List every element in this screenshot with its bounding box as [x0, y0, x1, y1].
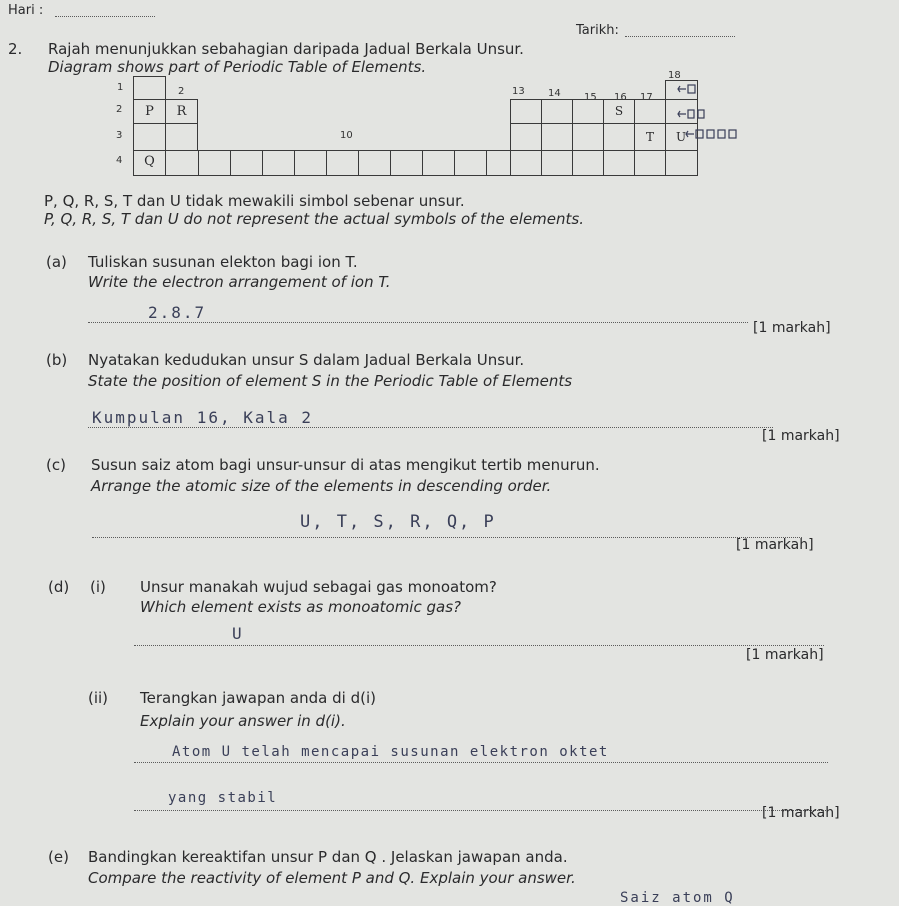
part-c-answer-line — [92, 537, 802, 538]
periodic-table-diagram — [0, 0, 899, 200]
part-a-label: (a) — [46, 253, 67, 271]
part-b-ms: Nyatakan kedudukan unsur S dalam Jadual Berkala Unsur. — [88, 351, 525, 369]
period-label-2: 2 — [116, 104, 123, 115]
part-e-ms: Bandingkan kereaktifan unsur P dan Q . Jelaskan jawapan anda. — [88, 848, 568, 866]
group-label-16: 16 — [614, 92, 627, 103]
group-label-10: 10 — [340, 130, 353, 141]
part-d-label: (d) — [48, 578, 70, 596]
part-c-answer[interactable]: U, T, S, R, Q, P — [300, 512, 496, 532]
part-a-answer[interactable]: 2.8.7 — [148, 303, 207, 322]
cell-element-q: Q — [144, 154, 155, 169]
electron-box-annotations — [676, 84, 776, 144]
cell-element-r: R — [165, 99, 198, 124]
part-d-ii-answer-line2[interactable]: yang stabil — [168, 790, 278, 806]
part-b-answer-line — [88, 427, 773, 428]
part-a-ms: Tuliskan susunan elekton bagi ion T. — [88, 253, 358, 271]
stem-en: Diagram shows part of Periodic Table of Elements. — [48, 58, 427, 76]
group-label-15: 15 — [584, 92, 597, 103]
question-number: 2. — [8, 40, 23, 58]
part-d-ii-ms: Terangkan jawapan anda di d(i) — [140, 689, 376, 707]
part-d-ii-en: Explain your answer in d(i). — [140, 712, 346, 730]
cell-element-t: T — [645, 130, 654, 144]
part-b-label: (b) — [46, 351, 68, 369]
part-b-answer[interactable]: Kumpulan 16, Kala 2 — [92, 408, 314, 427]
cell-element-p: P — [133, 99, 166, 124]
cell-row-period4 — [133, 150, 698, 176]
part-a-en: Write the electron arrangement of ion T. — [88, 273, 391, 291]
cell-element-u: U — [675, 130, 687, 144]
cell-element-s: S — [614, 104, 624, 118]
part-d-i-en: Which element exists as monoatomic gas? — [140, 598, 461, 616]
part-d-i-answer[interactable]: U — [232, 624, 244, 643]
group-label-14: 14 — [548, 88, 561, 99]
part-c-ms: Susun saiz atom bagi unsur-unsur di atas mengikut tertib menurun. — [91, 456, 600, 474]
period-label-4: 4 — [116, 155, 123, 166]
cell-period-1 — [133, 76, 166, 100]
group-label-17: 17 — [640, 92, 653, 103]
part-b-en: State the position of element S in the Periodic Table of Elements — [88, 372, 573, 390]
part-c-label: (c) — [46, 456, 66, 474]
part-a-marks: [1 markah] — [753, 320, 831, 336]
part-e-label: (e) — [48, 848, 69, 866]
part-b-marks: [1 markah] — [762, 428, 840, 444]
group-label-1: 1 — [117, 82, 124, 93]
stem-ms: Rajah menunjukkan sebahagian daripada Jadual Berkala Unsur. — [48, 40, 524, 58]
group-label-13: 13 — [512, 86, 525, 97]
part-a-answer-line — [88, 322, 748, 323]
part-e-en: Compare the reactivity of element P and Q. Explain your answer. — [88, 869, 576, 887]
part-d-ii-line2 — [134, 810, 828, 811]
day-label: Hari : — [8, 3, 44, 18]
part-d-ii-line1 — [134, 762, 828, 763]
part-d-ii-sub: (ii) — [88, 689, 109, 707]
part-c-marks: [1 markah] — [736, 537, 814, 553]
part-d-i-marks: [1 markah] — [746, 647, 824, 663]
group-label-2: 2 — [178, 86, 185, 97]
part-d-i-sub: (i) — [90, 578, 106, 596]
part-e-answer[interactable]: Saiz atom Q — [620, 890, 735, 906]
part-d-i-ms: Unsur manakah wujud sebagai gas monoatom? — [140, 578, 497, 596]
part-d-ii-answer-line1[interactable]: Atom U telah mencapai susunan elektron oktet — [172, 744, 609, 760]
part-d-ii-marks: [1 markah] — [762, 805, 840, 821]
period-label-3: 3 — [116, 130, 123, 141]
note-ms: P, Q, R, S, T dan U tidak mewakili simbol sebenar unsur. — [44, 192, 465, 210]
note-en: P, Q, R, S, T dan U do not represent the actual symbols of the elements. — [44, 210, 584, 228]
date-label: Tarikh: — [576, 23, 619, 38]
part-d-i-answer-line — [134, 645, 824, 646]
part-c-en: Arrange the atomic size of the elements in descending order. — [91, 477, 552, 495]
group-label-18: 18 — [668, 70, 681, 81]
